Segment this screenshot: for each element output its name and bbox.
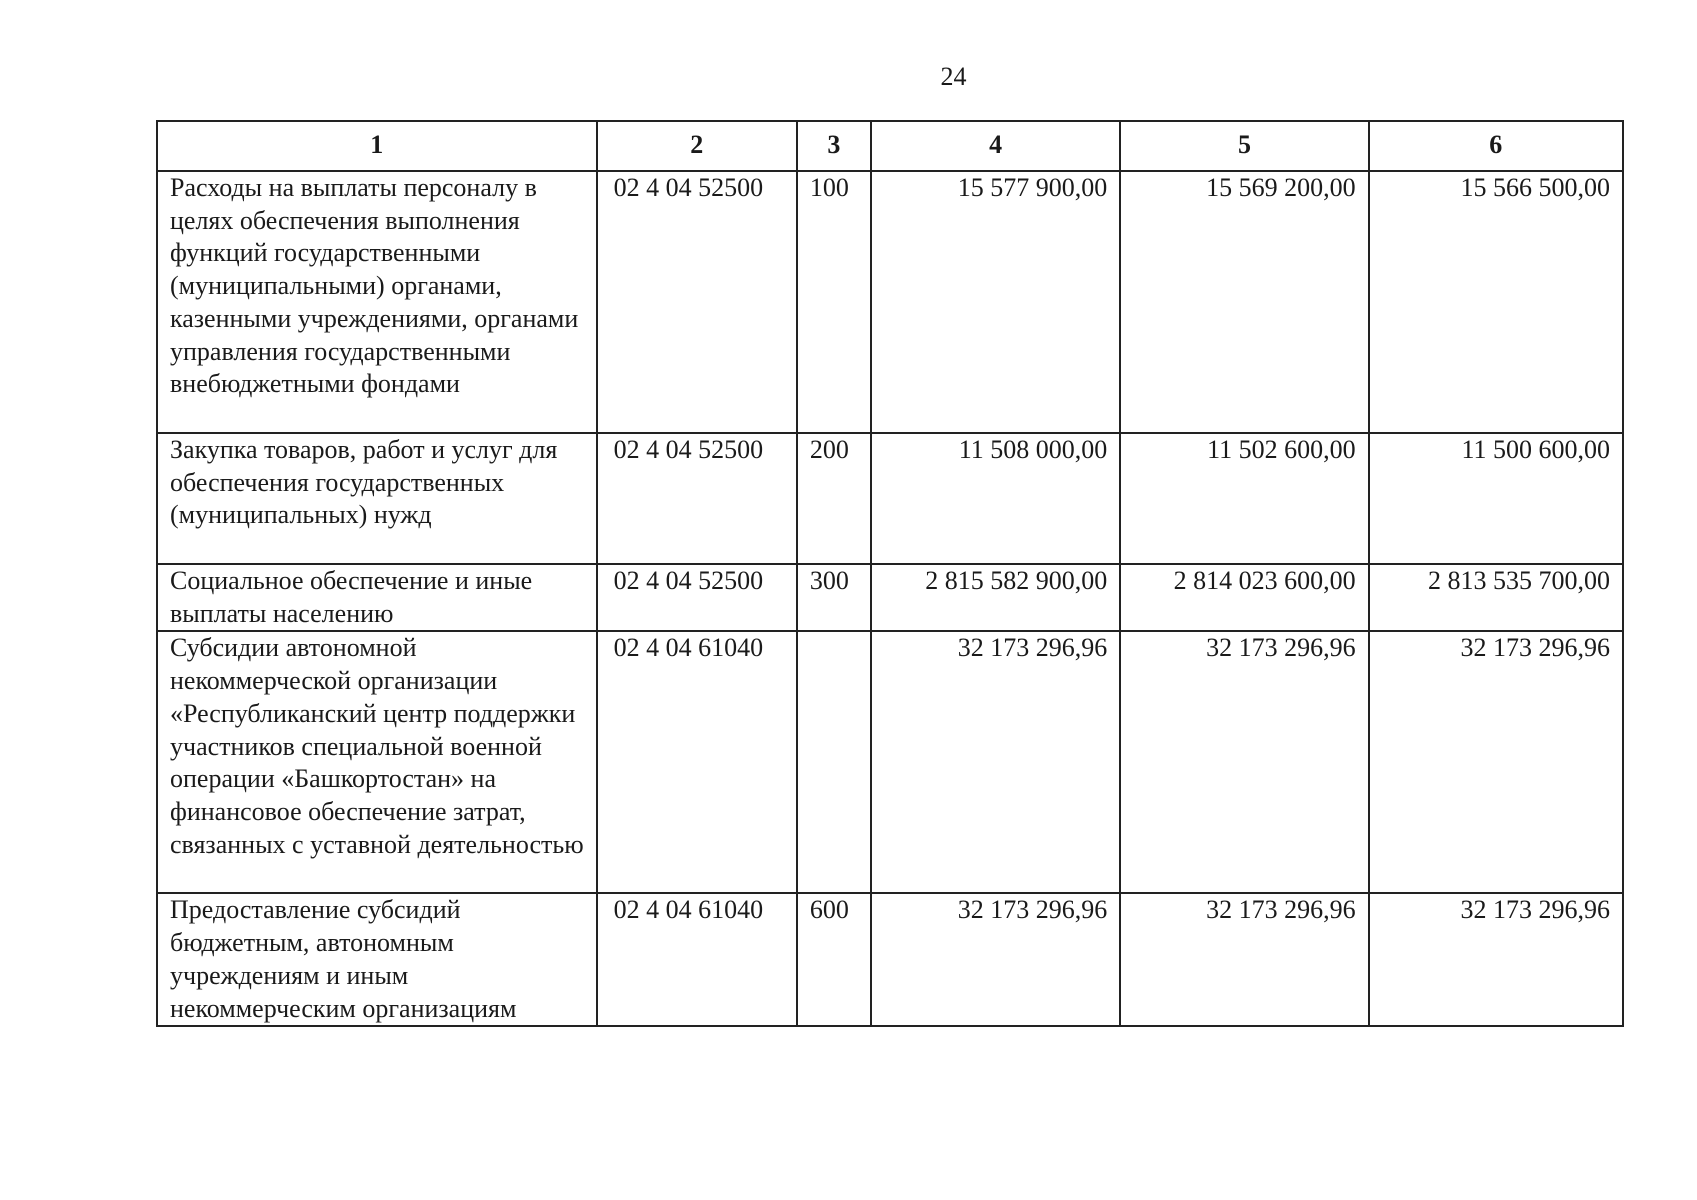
table-header-row xyxy=(157,121,1623,171)
column-header-5: 5 xyxy=(1120,121,1368,171)
amount-col4: 11 508 000,00 xyxy=(871,433,1120,564)
column-header-4: 4 xyxy=(871,121,1120,171)
target-code: 02 4 04 61040 xyxy=(597,893,797,1026)
amount-col5: 11 502 600,00 xyxy=(1120,433,1368,564)
column-header-1: 1 xyxy=(157,121,597,171)
expense-type: 300 xyxy=(797,564,871,631)
target-code: 02 4 04 52500 xyxy=(597,433,797,564)
amount-col6: 2 813 535 700,00 xyxy=(1369,564,1623,631)
amount-col4: 32 173 296,96 xyxy=(871,893,1120,1026)
target-code: 02 4 04 52500 xyxy=(597,564,797,631)
amount-col6: 11 500 600,00 xyxy=(1369,433,1623,564)
expense-type xyxy=(797,631,871,893)
amount-col6: 32 173 296,96 xyxy=(1369,893,1623,1026)
amount-col5: 32 173 296,96 xyxy=(1120,893,1368,1026)
page-number: 24 xyxy=(940,62,967,91)
target-code: 02 4 04 61040 xyxy=(597,631,797,893)
amount-col5: 2 814 023 600,00 xyxy=(1120,564,1368,631)
amount-col6: 32 173 296,96 xyxy=(1369,631,1623,893)
expense-name: Расходы на выплаты персоналу в целях обеспечения выполнения функций государственными (муниципальными) органами, казенными учреждениями, органами управления государственными внебюджетными фондами xyxy=(157,171,597,433)
expense-name: Предоставление субсидий бюджетным, автономным учреждениям и иным некоммерческим организациям xyxy=(157,893,597,1026)
table-row xyxy=(157,433,1623,564)
column-header-6: 6 xyxy=(1369,121,1623,171)
column-header-2: 2 xyxy=(597,121,797,171)
table-row xyxy=(157,893,1623,1026)
target-code: 02 4 04 52500 xyxy=(597,171,797,433)
expense-name: Социальное обеспечение и иные выплаты населению xyxy=(157,564,597,631)
amount-col4: 32 173 296,96 xyxy=(871,631,1120,893)
table-row xyxy=(157,631,1623,893)
column-header-3: 3 xyxy=(797,121,871,171)
expense-name: Субсидии автономной некоммерческой организации «Республиканский центр поддержки участников специальной военной операции «Башкортостан» на финансовое обеспечение затрат, связанных с уставной деятельностью xyxy=(157,631,597,893)
expense-type: 600 xyxy=(797,893,871,1026)
amount-col6: 15 566 500,00 xyxy=(1369,171,1623,433)
expense-name: Закупка товаров, работ и услуг для обеспечения государственных (муниципальных) нужд xyxy=(157,433,597,564)
expense-type: 200 xyxy=(797,433,871,564)
amount-col4: 2 815 582 900,00 xyxy=(871,564,1120,631)
amount-col4: 15 577 900,00 xyxy=(871,171,1120,433)
budget-table xyxy=(156,120,1624,1027)
table-row xyxy=(157,564,1623,631)
amount-col5: 15 569 200,00 xyxy=(1120,171,1368,433)
table-row xyxy=(157,171,1623,433)
amount-col5: 32 173 296,96 xyxy=(1120,631,1368,893)
expense-type: 100 xyxy=(797,171,871,433)
